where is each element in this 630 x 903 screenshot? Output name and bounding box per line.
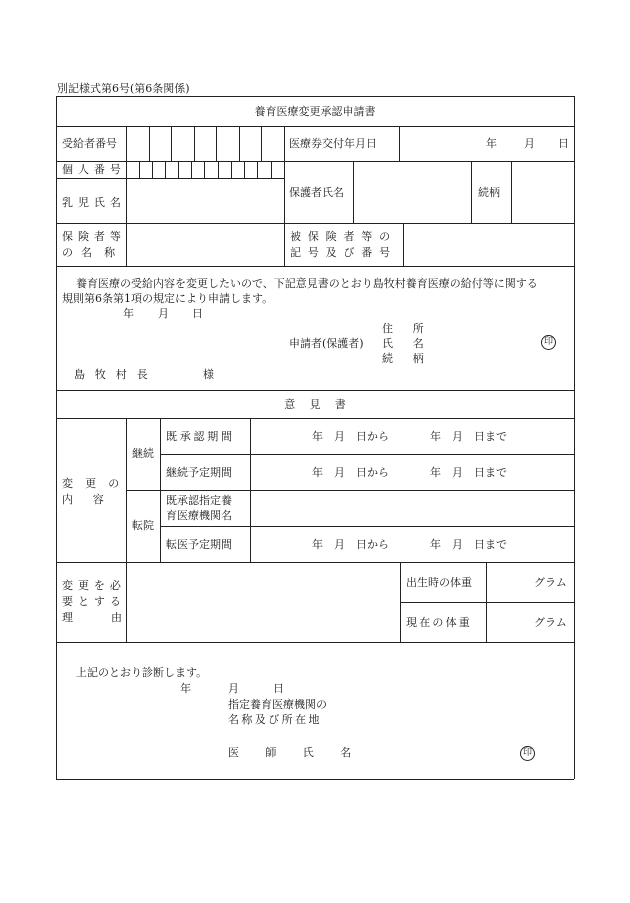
card-date-year: 年 bbox=[486, 137, 497, 150]
rule-digit bbox=[171, 126, 172, 161]
diagnosis-year: 年 bbox=[180, 682, 191, 695]
rule-row4-bottom bbox=[56, 266, 574, 267]
guardian-name-label: 保護者氏名 bbox=[289, 186, 344, 199]
rule-digit bbox=[218, 161, 219, 178]
continue-label: 継続 bbox=[132, 447, 154, 460]
applicant-relation-label: 続 柄 bbox=[382, 352, 429, 365]
transfer-period-to: 年 月 日まで bbox=[430, 538, 507, 551]
rule-digit bbox=[239, 126, 240, 161]
applicant-label: 申請者(保護者) bbox=[289, 337, 364, 350]
continue-period-from: 年 月 日から bbox=[312, 466, 389, 479]
rule-approved-bottom bbox=[160, 454, 574, 455]
rule-label-col-2 bbox=[126, 223, 127, 266]
application-month: 月 bbox=[158, 307, 169, 320]
approved-period-from: 年 月 日から bbox=[312, 430, 389, 443]
rule-digit bbox=[139, 161, 140, 178]
reason-label-1: 変更を必 bbox=[62, 579, 126, 592]
approved-period-label: 既承認期間 bbox=[166, 430, 235, 443]
institution-label-1: 指定養育医療機関の bbox=[228, 698, 327, 711]
rule-guardian-col bbox=[353, 161, 354, 223]
form-reference: 別記様式第6号(第6条関係) bbox=[57, 82, 190, 95]
rule-personal-no-bottom bbox=[56, 178, 284, 179]
designated-hosp-label-1: 既承認指定養 bbox=[166, 494, 232, 507]
rule-period-col bbox=[250, 418, 251, 562]
transfer-period-from: 年 月 日から bbox=[312, 538, 389, 551]
rule-digit bbox=[178, 161, 179, 178]
rule-weight-label-col bbox=[400, 562, 401, 642]
card-date-month: 月 bbox=[524, 137, 535, 150]
form-title: 養育医療変更承認申請書 bbox=[254, 105, 376, 118]
birth-weight-label: 出生時の体重 bbox=[406, 576, 472, 589]
rule-relation-col bbox=[471, 161, 472, 223]
application-text-1: 養育医療の受給内容を変更したいので、下記意見書のとおり島牧村養育医療の給付等に関する bbox=[76, 277, 538, 290]
reason-label-3b: 由 bbox=[111, 611, 122, 624]
frame-top bbox=[56, 96, 574, 97]
relation-label: 続柄 bbox=[478, 186, 500, 199]
rule-title-bottom bbox=[56, 126, 574, 127]
rule-digit bbox=[231, 161, 232, 178]
rule-relation-value-col bbox=[511, 161, 512, 223]
application-text-2: 規則第6条第1項の規定により申請します。 bbox=[62, 292, 274, 305]
rule-reason-bottom bbox=[56, 642, 574, 643]
address-label: 住 所 bbox=[382, 322, 429, 335]
designated-hosp-label-2: 育医療機関名 bbox=[166, 509, 232, 522]
rule-digit bbox=[149, 126, 150, 161]
change-label-1: 変更の bbox=[62, 477, 132, 490]
frame-left bbox=[56, 96, 57, 779]
transfer-label: 転院 bbox=[132, 519, 154, 532]
rule-digit bbox=[165, 161, 166, 178]
current-weight-label: 現在の体重 bbox=[406, 616, 472, 629]
diagnosis-text: 上記のとおり診断します。 bbox=[76, 666, 208, 679]
insurer-label-line2a: の bbox=[62, 246, 73, 259]
rule-digit bbox=[216, 126, 217, 161]
rule-digit bbox=[194, 126, 195, 161]
frame-bottom bbox=[56, 779, 574, 780]
approved-period-to: 年 月 日まで bbox=[430, 430, 507, 443]
recipient-no-label: 受給者番号 bbox=[62, 137, 117, 150]
diagnosis-day: 日 bbox=[273, 682, 284, 695]
rule-weight-value-col bbox=[486, 562, 487, 642]
application-day: 日 bbox=[192, 307, 203, 320]
rule-opinion-title-bottom bbox=[56, 418, 574, 419]
doctor-seal: 印 bbox=[520, 746, 535, 761]
addressee: 島牧村長 bbox=[74, 368, 158, 381]
rule-row3-bottom bbox=[56, 223, 574, 224]
rule-center-col bbox=[284, 126, 285, 266]
applicant-name-label: 氏 名 bbox=[382, 337, 429, 350]
infant-name-label: 乳児氏名 bbox=[62, 196, 126, 209]
insurer-label-line2b: 名称 bbox=[81, 246, 128, 259]
rule-digit bbox=[204, 161, 205, 178]
card-date-label: 医療券交付年月日 bbox=[289, 137, 377, 150]
rule-label-col-1 bbox=[126, 126, 127, 223]
transfer-period-label: 転医予定期間 bbox=[166, 538, 232, 551]
insurer-label-line1: 保険者等 bbox=[62, 230, 126, 243]
personal-no-label: 個人番号 bbox=[62, 163, 126, 176]
institution-label-2: 名称及び所在地 bbox=[228, 713, 322, 726]
diagnosis-month: 月 bbox=[228, 682, 239, 695]
rule-digit bbox=[191, 161, 192, 178]
change-label-2: 内 容 bbox=[62, 493, 109, 506]
rule-card-date-col bbox=[399, 126, 400, 161]
rule-digit bbox=[257, 161, 258, 178]
rule-sub-label-col bbox=[160, 418, 161, 562]
rule-weight-middle bbox=[400, 602, 574, 603]
rule-application-bottom bbox=[56, 390, 574, 391]
current-weight-unit: グラム bbox=[534, 616, 567, 629]
frame-right bbox=[574, 96, 575, 779]
reason-label-2: 要とする bbox=[62, 595, 126, 608]
continue-period-label: 継続予定期間 bbox=[166, 466, 232, 479]
reason-label-3a: 理 bbox=[62, 611, 73, 624]
rule-digit bbox=[261, 126, 262, 161]
card-date-day: 日 bbox=[558, 137, 569, 150]
rule-digit bbox=[152, 161, 153, 178]
rule-change-label-col bbox=[126, 418, 127, 562]
applicant-seal: 印 bbox=[541, 335, 556, 350]
doctor-name-label: 医 師 氏 名 bbox=[228, 746, 359, 759]
rule-change-bottom bbox=[56, 562, 574, 563]
rule-reason-label-col bbox=[126, 562, 127, 642]
addressee-honorific: 様 bbox=[203, 368, 214, 381]
opinion-title: 意見書 bbox=[284, 398, 361, 411]
rule-continue-bottom bbox=[126, 490, 574, 491]
insured-label-line1: 被保険者等の bbox=[290, 230, 397, 243]
insured-label-line2: 記号及び番号 bbox=[290, 246, 397, 259]
rule-row1-bottom bbox=[56, 161, 574, 162]
rule-digit bbox=[244, 161, 245, 178]
rule-hosp-bottom bbox=[160, 526, 574, 527]
rule-insured-col bbox=[403, 223, 404, 266]
continue-period-to: 年 月 日まで bbox=[430, 466, 507, 479]
birth-weight-unit: グラム bbox=[534, 576, 567, 589]
rule-digit bbox=[271, 161, 272, 178]
application-year: 年 bbox=[123, 307, 134, 320]
